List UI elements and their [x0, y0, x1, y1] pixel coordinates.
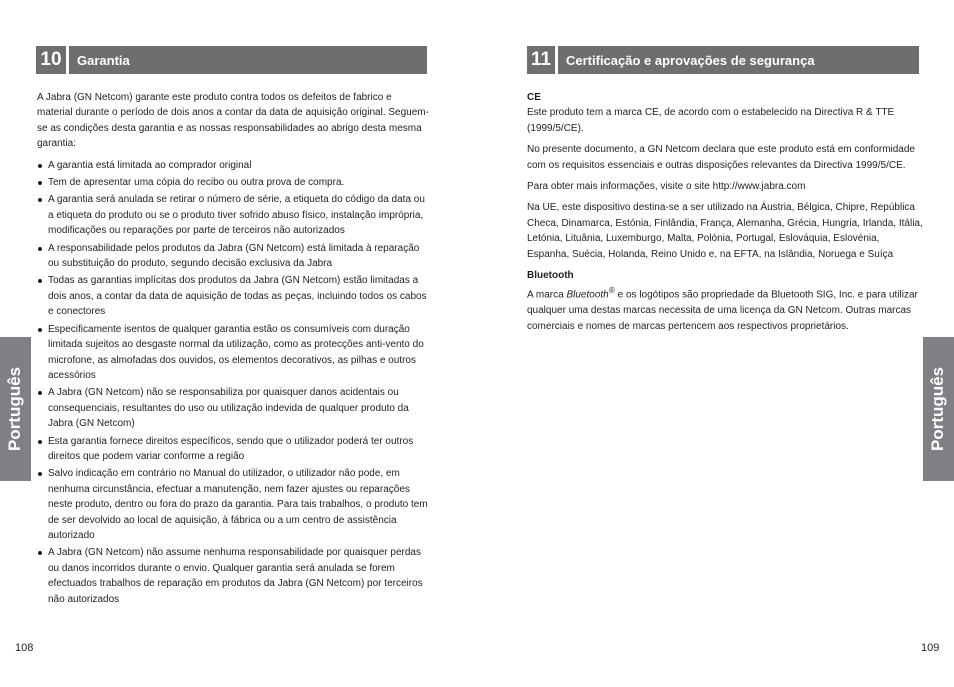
- list-item: A Jabra (GN Netcom) não assume nenhuma responsabilidade por quaisquer perdas ou danos incorridos durante o envio. Qualquer garantia será anulada se forem efectuados trabalhos de reparação em produtos da Jabra (GN Netcom) por terceiros não autorizados: [37, 545, 429, 607]
- bullet-icon: [38, 472, 42, 476]
- ce-paragraph: Para obter mais informações, visite o site http://www.jabra.com: [527, 181, 806, 193]
- bullet-icon: [38, 440, 42, 444]
- section-number: 10: [36, 46, 66, 74]
- bluetooth-brand: Bluetooth: [566, 289, 609, 301]
- bullet-icon: [38, 198, 42, 202]
- certification-body: [527, 90, 923, 340]
- bullet-icon: [38, 164, 42, 168]
- list-item: Todas as garantias implícitas dos produtos da Jabra (GN Netcom) estão limitadas a dois anos, a contar da data de aquisição de todas as peças, incluindo todos os cabos e conectores: [37, 273, 429, 319]
- warranty-list: [37, 158, 429, 607]
- warranty-intro: A Jabra (GN Netcom) garante este produto contra todos os defeitos de fabrico e material durante o período de dois anos a contar da data de aquisição original. Seguem-se as condições desta garantia e as nossas responsabilidades ao abrigo desta mesma garantia:: [37, 92, 429, 150]
- registered-mark: ®: [608, 285, 615, 296]
- bluetooth-paragraph: A marca Bluetooth® e os logótipos são propriedade da Bluetooth SIG, Inc. e para utilizar qualquer uma destas marcas necessita de uma licença da GN Netcom. Outras marcas comerciais e nomes de marcas pertencem aos respectivos proprietários.: [527, 285, 918, 332]
- bullet-icon: [38, 181, 42, 185]
- list-item: Esta garantia fornece direitos específicos, sendo que o utilizador poderá ter outros direitos que podem variar conforme a região: [37, 434, 429, 465]
- section-number: 11: [527, 46, 555, 74]
- ce-heading: CE: [527, 92, 541, 103]
- language-tab: [923, 337, 954, 481]
- section-title: Certificação e aprovações de segurança: [558, 46, 919, 74]
- list-item: Especificamente isentos de qualquer garantia estão os consumíveis com duração limitada sujeitos ao desgaste normal da utilização, como as protecções anti-vento do microfone, as almofadas dos ouvidos, os elementos decorativos, as pilhas e outros acessórios: [37, 322, 429, 384]
- right-page: [477, 0, 954, 687]
- bullet-icon: [38, 328, 42, 332]
- language-tab-label: Português: [5, 366, 25, 452]
- ce-paragraph: Este produto tem a marca CE, de acordo com o estabelecido na Directiva R & TTE (1999/5/CE).: [527, 107, 895, 134]
- list-item: Salvo indicação em contrário no Manual do utilizador, o utilizador não pode, em nenhuma circunstância, efectuar a manutenção, nem fazer ajustes ou reparações neste produto, dentro ou fora do prazo da garantia. Para tais trabalhos, o produto tem de ser devolvido ao local de aquisição, à fábrica ou a um centro de assistência autorizado: [37, 466, 429, 543]
- bluetooth-heading: Bluetooth: [527, 270, 574, 282]
- ce-paragraph: No presente documento, a GN Netcom declara que este produto está em conformidade com os requisitos essenciais e outras disposições relevantes da Directiva 1999/5/CE.: [527, 144, 915, 171]
- section-header-certificacao: [527, 46, 919, 74]
- list-item: A garantia está limitada ao comprador original: [37, 158, 429, 173]
- language-tab: [0, 337, 31, 481]
- language-tab-label: Português: [928, 366, 948, 452]
- list-item: A Jabra (GN Netcom) não se responsabiliza por quaisquer danos acidentais ou consequenciais, resultantes do uso ou utilização indevida de qualquer produto da Jabra (GN Netcom): [37, 385, 429, 431]
- list-item: A garantia será anulada se retirar o número de série, a etiqueta do código da data ou a etiqueta do produto ou se o produto tiver sofrido abuso físico, instalação imprópria, modificações ou reparações por parte de terceiros não autorizados: [37, 192, 429, 238]
- list-item: Tem de apresentar uma cópia do recibo ou outra prova de compra.: [37, 175, 429, 190]
- section-header-garantia: [36, 46, 427, 74]
- warranty-body: [37, 90, 429, 609]
- page-number: 108: [15, 642, 34, 654]
- bullet-icon: [38, 247, 42, 251]
- bullet-icon: [38, 391, 42, 395]
- bullet-icon: [38, 551, 42, 555]
- list-item: A responsabilidade pelos produtos da Jabra (GN Netcom) está limitada à reparação ou substituição do produto, segundo decisão exclusiva da Jabra: [37, 241, 429, 272]
- page-number: 109: [921, 642, 940, 654]
- section-title: Garantia: [69, 46, 427, 74]
- bullet-icon: [38, 279, 42, 283]
- ce-paragraph: Na UE, este dispositivo destina-se a ser utilizado na Áustria, Bélgica, Chipre, República Checa, Dinamarca, Estónia, Finlândia, França, Alemanha, Grécia, Hungria, Irlanda, Itália, Letónia, Lituânia, Luxemburgo, Malta, Polónia, Portugal, Eslováquia, Eslovénia, Espanha, Suécia, Holanda, Reino Unido e, na EFTA, na Islândia, Noruega e Suíça: [527, 202, 923, 260]
